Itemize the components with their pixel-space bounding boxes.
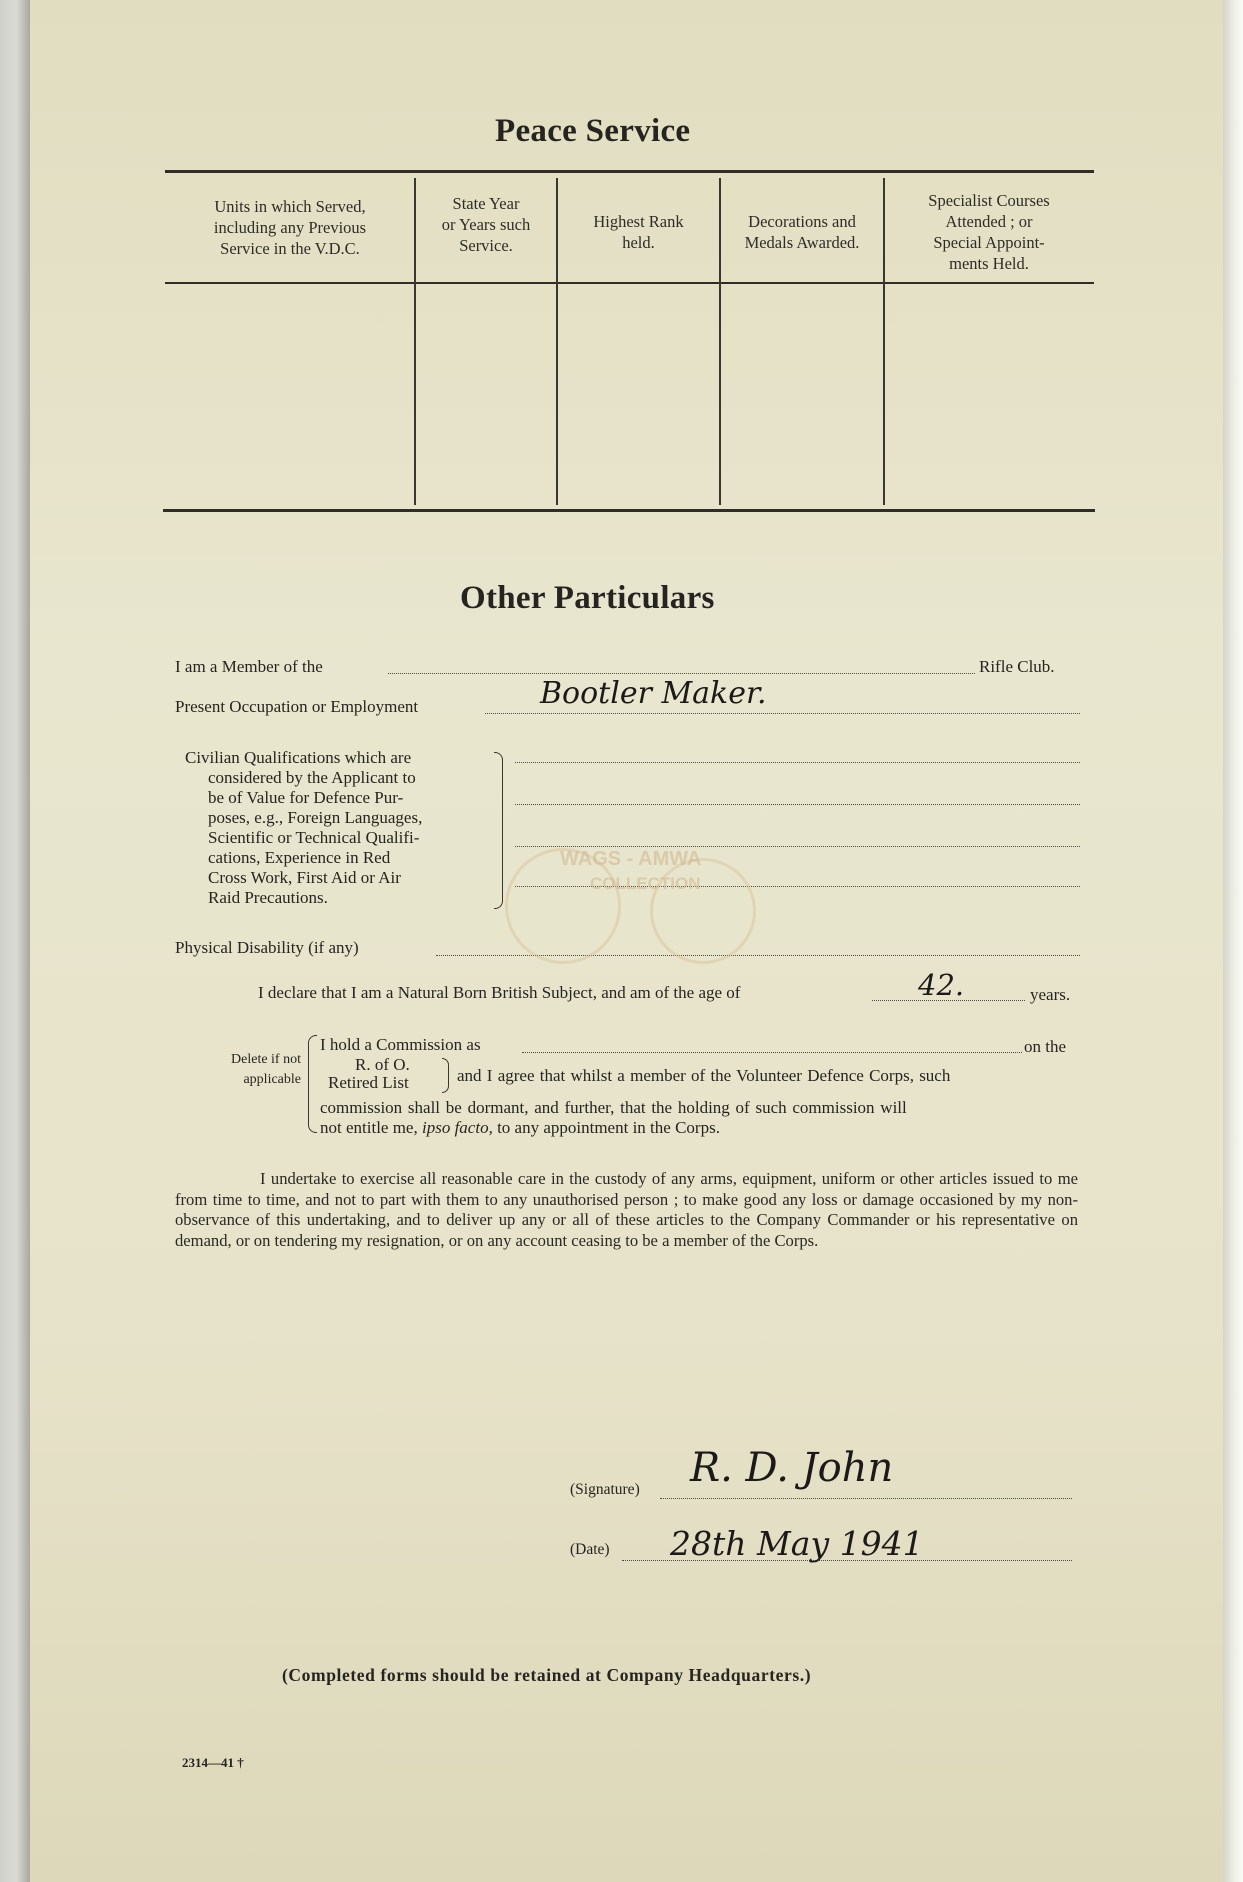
other-particulars-title: Other Particulars (460, 580, 715, 616)
ro-label: R. of O. (355, 1055, 410, 1074)
civilian-field-line-3[interactable] (515, 846, 1080, 847)
age-handwriting: 42. (918, 968, 965, 1002)
watermark-line-2: COLLECTION (590, 874, 701, 893)
commission-line-4: not entitle me, ipso facto, to any appointment in the Corps. (320, 1118, 720, 1137)
signature-field[interactable] (660, 1498, 1072, 1499)
commission-field[interactable] (522, 1052, 1022, 1053)
peace-service-title: Peace Service (495, 113, 691, 149)
retired-list-label: Retired List (328, 1073, 409, 1092)
column-header-specialist: Specialist Courses Attended ; or Special Appoint- ments Held. (928, 191, 1050, 273)
table-col-divider (883, 178, 885, 505)
commission-on-the: on the (1024, 1037, 1067, 1056)
column-header-decorations: Decorations and Medals Awarded. (744, 212, 860, 252)
form-page (30, 0, 1223, 1882)
commission-line-1: I hold a Commission as (320, 1035, 481, 1054)
signature-label: (Signature) (570, 1481, 640, 1498)
years-label: years. (1030, 985, 1071, 1004)
declaration-text: I declare that I am a Natural Born British Subject, and am of the age of (258, 983, 741, 1002)
civilian-qualifications-label: Civilian Qualifications which are considered by the Applicant to be of Value for Defence Pur- poses, e.g., Foreign Languages, Scientific or Technical Qualifi- cations, Experience in Red Cross Work, First Aid or Air Raid Precautions. (185, 748, 423, 907)
table-header-rule (165, 282, 1094, 284)
date-handwriting: 28th May 1941 (670, 1524, 924, 1563)
table-top-rule (165, 170, 1094, 173)
disability-label: Physical Disability (if any) (175, 938, 359, 957)
commission-line-2: and I agree that whilst a member of the Volunteer Defence Corps, such (457, 1066, 951, 1085)
table-col-divider (414, 178, 416, 505)
table-col-divider (556, 178, 558, 505)
member-suffix: Rifle Club. (979, 657, 1055, 676)
signature-handwriting: R. D. John (690, 1445, 894, 1491)
occupation-handwriting: Bootler Maker. (540, 676, 767, 711)
commission-line-3: commission shall be dormant, and further, that the holding of such commission will (320, 1098, 907, 1117)
binding-strip-left (0, 0, 30, 1882)
column-header-years: State Year or Years such Service. (441, 194, 531, 255)
undertaking-paragraph: I undertake to exercise all reasonable care in the custody of any arms, equipment, uniform or other articles issued to me from time to time, and not to part with them to any unauthorised person ; to make good any loss or damage occasioned by my non-observance of this undertaking, and to deliver up any or all of these articles to the Company Commander or his representative on demand, or on tendering my resignation, or on any account ceasing to be a member of the Corps. (175, 1169, 1078, 1250)
occupation-label: Present Occupation or Employment (175, 697, 419, 716)
page-edge-right (1223, 0, 1243, 1882)
watermark-line-1: WAGS - AMWA (560, 848, 702, 870)
occupation-field[interactable] (485, 713, 1080, 714)
delete-note: Delete if not applicable (231, 1052, 301, 1087)
commission-brace (308, 1035, 317, 1133)
footer-note: (Completed forms should be retained at Company Headquarters.) (282, 1665, 812, 1685)
column-header-units: Units in which Served, including any Previous Service in the V.D.C. (213, 197, 367, 258)
ro-brace (442, 1058, 449, 1093)
date-label: (Date) (570, 1541, 610, 1558)
column-header-rank: Highest Rank held. (593, 212, 684, 252)
table-col-divider (719, 178, 721, 505)
rifle-club-field[interactable] (388, 673, 975, 674)
form-number: 2314—41 † (182, 1755, 244, 1770)
civilian-field-line-2[interactable] (515, 804, 1080, 805)
table-bottom-rule (163, 509, 1095, 512)
civilian-brace (494, 752, 503, 909)
member-prefix: I am a Member of the (175, 657, 323, 676)
civilian-field-line-1[interactable] (515, 762, 1080, 763)
